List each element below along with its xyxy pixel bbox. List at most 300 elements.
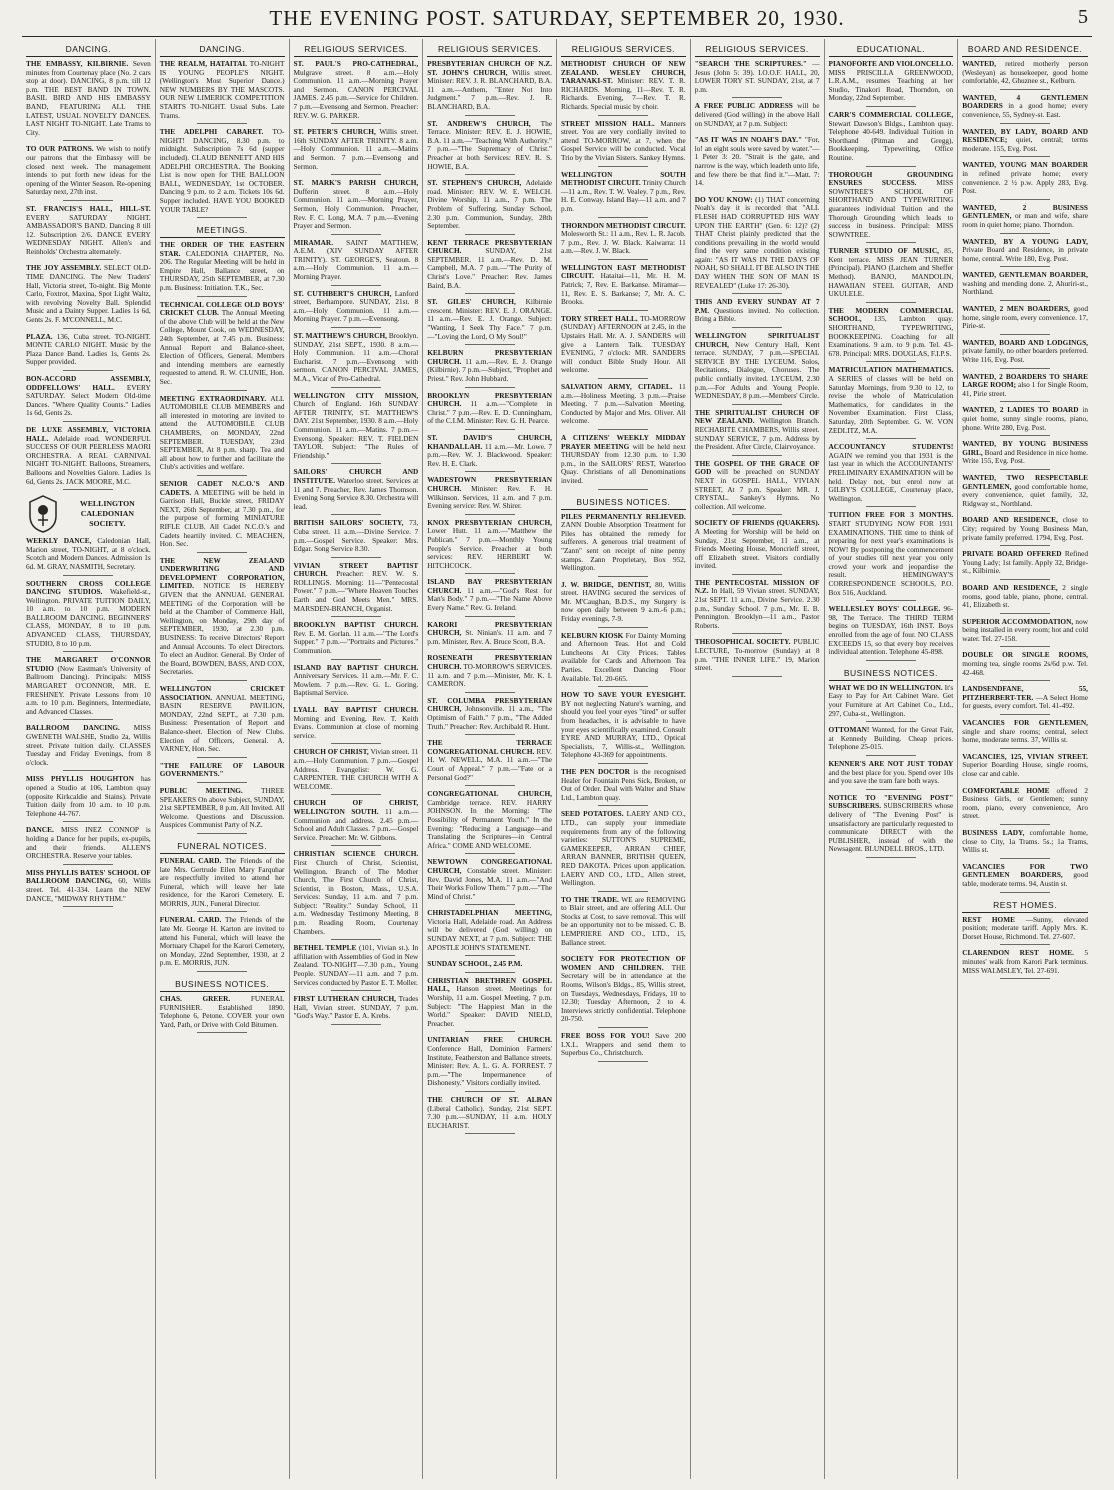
ad-title: SOCIETY FOR PROTECTION OF WOMEN AND CHILDREN. bbox=[561, 954, 686, 972]
ad-divider bbox=[63, 821, 113, 822]
classified-ad bbox=[962, 60, 1088, 86]
ad-divider bbox=[465, 429, 515, 430]
ad-divider bbox=[732, 97, 782, 98]
ad-title: WANTED, GENTLEMAN BOARDER, bbox=[962, 270, 1088, 280]
ad-divider bbox=[598, 1061, 648, 1062]
classified-ad bbox=[160, 128, 285, 214]
ad-body: —Sunny, elevated position; moderate tariff. Apply Mrs. K. Dorset House, Richmond. Tel. 27-607. bbox=[962, 914, 1088, 941]
ad-divider bbox=[197, 475, 247, 476]
ad-body: TO-NIGHT! DANCING, 8.30 p.m. to midnight. Subscription 7s 6d (supper included). CLAUD BENNETT AND HIS ADELPHI ORCHESTRA. The Booking List is now open for THE BALLOON BALL, WEDNESDAY, 1st OCTOBER. Dancing 9 p.m. to 2 a.m. Tickets 10s 6d. Supper included. HAVE YOU BOOKED YOUR TABLE? bbox=[159, 127, 285, 214]
ad-body: AGAIN we remind you that 1931 is the last year in which the ACCOUNTANTS' PRELIMINARY EXAMINATION will be held. Delay not, but enrol now at GILBY'S COLLEGE, Courtenay place, Wellington. bbox=[828, 450, 954, 503]
ad-body: and the best place for you. Spend over 10s and you save the tram fare both ways. bbox=[828, 767, 954, 786]
ad-title: KENNER'S ARE NOT JUST TODAY bbox=[828, 758, 954, 768]
ad-body: NOTICE IS HEREBY GIVEN that the ANNUAL GENERAL MEETING of the Corporation will be held at the Chamber of Commerce Hall, Wellington, on Monday, 29th day of SEPTEMBER, 1930, at 2.30 p.m. BUSINESS: To receive Directors' Report and Annual Accounts. To elect Directors. To elect an Auditor. General. By Order of the Board, BOWDEN, BASS, AND COX, Secretaries. bbox=[159, 581, 285, 677]
ad-title: PILES PERMANENTLY RELIEVED. bbox=[561, 511, 686, 521]
ad-body: Superior Boarding House, single rooms, close car and cable. bbox=[962, 760, 1088, 778]
ad-divider bbox=[465, 1091, 515, 1092]
classified-ad bbox=[427, 858, 552, 901]
ad-divider bbox=[465, 573, 515, 574]
classified-ad bbox=[561, 632, 686, 684]
ad-title: ST. STEPHEN'S CHURCH, bbox=[427, 178, 522, 188]
column-7 bbox=[825, 39, 959, 1479]
ad-body: EVERY SATURDAY NIGHT. AMBASSADOR'S BAND. Dancing 8 till 12. Subscription 2/6. DANCE EVERY WEDNESDAY NIGHT. Allen's and Reinholds' Orchestra alternately. bbox=[26, 212, 151, 256]
ad-body: For Dainty Morning and Afternoon Teas. Hot and Cold Luncheons At City Prices. Tables available for Cards and Afternoon Tea Parties. Excellent Dancing Floor Available. Tel. 20-665. bbox=[561, 630, 686, 683]
classified-ad bbox=[561, 691, 686, 760]
ad-body: good home, single room, every convenience. 17, Pirie-st. bbox=[962, 304, 1088, 331]
ad-body: Wakefield-st., Wellington. PRIVATE TUITION DAILY, 10 a.m. to 10 p.m. MODERN BALLROOM DANCING. BEGINNERS' CLASS, MONDAY, 8 to 10 p.m. ADVANCED CLASS, THURSDAY, STUDIO, 8 to 10 p.m. bbox=[26, 587, 151, 648]
ad-body: Conference Hall, Dominion Farmers' Institute, Featherston and Ballance streets. Minister: Rev. A. L. G. A. FORREST. 7 p.m.—"The Impermanence of Dishonesty." Visitors cordially invited. bbox=[427, 1044, 552, 1088]
column-2 bbox=[156, 39, 290, 1479]
ad-divider bbox=[732, 191, 782, 192]
classified-ad bbox=[26, 375, 151, 418]
ad-body: First Church of Christ, Scientist, Wellington. Branch of The Mother Church, The First Church of Christ, Scientist, in Boston, Mass., U.S.A. Services: Sunday, 11 a.m. and 7 p.m. Subject: "Reality." Sunday School, 11 a.m. Wednesday Testimony Meeting, 8 p.m. Reading Room, Courtenay Chambers. bbox=[293, 857, 419, 936]
classified-ad bbox=[294, 748, 419, 791]
ad-title: BROOKLYN PRESBYTERIAN CHURCH. bbox=[427, 390, 552, 409]
ad-title: TO THE TRADE. bbox=[561, 894, 619, 904]
ad-body: EVERY SATURDAY. Select Modern Old-time Dances. "Where Quality Counts." Ladies 1s 6d, Gents 2s. bbox=[26, 382, 151, 418]
classified-ad bbox=[962, 685, 1088, 711]
ad-body: quiet, central; terms moderate. 155, Evg. Post. bbox=[962, 135, 1088, 153]
classified-ad bbox=[561, 315, 686, 375]
ad-divider bbox=[598, 950, 648, 951]
ad-title: THE CHURCH OF ST. ALBAN bbox=[427, 1094, 552, 1104]
classified-ad bbox=[26, 205, 151, 257]
ad-title: WADESTOWN PRESBYTERIAN CHURCH. bbox=[427, 475, 552, 493]
classified-ad bbox=[427, 179, 552, 231]
classified-ad bbox=[294, 239, 419, 282]
ad-body: Manners street. You are very cordially invited to attend TO-MORROW, at 7, when the Gospel Service will be conducted. Vocal Trio by the Vivian Sisters. Sankey Hymns. bbox=[561, 118, 686, 162]
classified-ad bbox=[294, 392, 419, 461]
ad-divider bbox=[465, 1031, 515, 1032]
classified-ad bbox=[695, 638, 820, 672]
ad-title: SOUTHERN CROSS COLLEGE DANCING STUDIOS. bbox=[26, 578, 151, 597]
ad-title: ROSENEATH PRESBYTERIAN CHURCH. bbox=[427, 653, 552, 672]
ad-body: New Century Hall, Kent terrace. SUNDAY, 7 p.m.—SPECIAL SERVICE BY THE LYCEUM. Solos, Recitations, Dialogue, Choruses. The public cordially invited. LYCEUM, 2.30 p.m.—For Adults and Young People. WEDNESDAY, 8 p.m.—Members' Circle. bbox=[694, 339, 820, 401]
ad-divider bbox=[331, 285, 381, 286]
ad-title: WHAT WE DO IN WELLINGTON. bbox=[828, 682, 943, 692]
ad-body: MISS INEZ CONNOP is holding a Dance for her pupils, ex-pupils, and their friends. ALLEN'S ORCHESTRA. Reserve your tables. bbox=[26, 825, 151, 861]
ad-divider bbox=[331, 463, 381, 464]
ad-title: THE TERRACE CONGREGATIONAL CHURCH. bbox=[427, 738, 552, 756]
column-4 bbox=[423, 39, 557, 1479]
ad-body: retired motherly person (Wesleyan) as housekeeper, good home comfortable, 42, Ghuznee st., Kelburn. bbox=[962, 59, 1088, 86]
ad-title: BOARD AND RESIDENCE, bbox=[962, 515, 1058, 525]
page-number: 5 bbox=[1078, 6, 1088, 28]
ad-title: DANCE. bbox=[26, 825, 54, 835]
ad-body: ZANN Double Absorption Treatment for Piles has obtained the remedy for sufferers. A generous trial treatment of "Zann" sent on receipt of nine penny stamps. Zann Proprietary, Box 952, Wellington. bbox=[561, 520, 686, 573]
ad-divider bbox=[63, 719, 113, 720]
ad-title: BOARD AND RESIDENCE, bbox=[962, 582, 1058, 592]
classified-ad bbox=[427, 434, 552, 468]
ad-divider bbox=[732, 514, 782, 515]
ad-body: now being installed in every room; hot and cold water. Tel. 27-158. bbox=[962, 616, 1088, 643]
ad-title: THE SPIRITUALIST CHURCH OF NEW ZEALAND. bbox=[694, 407, 820, 426]
classified-ad bbox=[695, 196, 820, 291]
ad-title: THORNDON METHODIST CIRCUIT. bbox=[561, 220, 686, 230]
ad-body: Willis street. 16th SUNDAY AFTER TRINITY. 8 a.m.—Holy Communion. 11 a.m.—Matins and Sermon. 7 p.m.—Evensong and Sermon. bbox=[293, 127, 419, 171]
classified-ad bbox=[962, 829, 1088, 855]
classified-ad bbox=[427, 977, 552, 1029]
ad-body: Preacher: REV. W. S. ROLLINGS. Morning: 11—"Pentecostal Power." 7 p.m.—"Where Heaven Touches Earth and God Meets Men." MRS. MARSDEN-BRANCH, Organist. bbox=[293, 569, 419, 613]
ad-divider bbox=[63, 906, 113, 907]
ad-divider bbox=[197, 971, 247, 972]
ad-title: THOROUGH GROUNDING ENSURES SUCCESS. bbox=[828, 169, 954, 188]
column-heading: DANCING. bbox=[26, 41, 151, 57]
ad-title: COMFORTABLE HOME bbox=[962, 785, 1050, 795]
ad-body: START STUDYING NOW FOR 1931 EXAMINATIONS. THE time to think of preparing for next year's examinations is NOW! By postponing the commencement of your studies till next year you only crowd your work and jeopardise the result. HEMINGWAY'S CORRESPONDENCE SCHOOLS, P.O. Box 516, Auckland. bbox=[828, 518, 954, 597]
ad-divider bbox=[1000, 300, 1050, 301]
ad-body: (1) THAT concerning Noah's day it is recorded that "ALL FLESH HAD CORRUPTED HIS WAY UPON THE EARTH" (Gen. 6: 12)? (2) THAT Christ plainly predicted that the conditions prevailing in the world would find the very same condition existing again: "AS IT WAS IN THE DAYS OF NOAH, SO SHALL IT BE ALSO IN THE DAY WHEN THE SON OF MAN IS REVEALED" (Luke 17: 26-30). bbox=[694, 194, 820, 290]
section-heading: BUSINESS NOTICES. bbox=[160, 976, 285, 992]
ad-body: Hanson street. Meetings for Worship, 11 a.m. Gospel Meeting, 7 p.m. Subject: "The Happiest Man in the World." Speaker: DAVID NIELD, Preacher. bbox=[427, 984, 553, 1028]
classified-ad bbox=[962, 949, 1088, 975]
classified-ad bbox=[427, 578, 552, 612]
ad-body: 11 a.m.—Rev. E. J. Orange (Kilbirnie). 7 p.m.—Subject, "Prophet and Priest." Rev. John Hubbard. bbox=[427, 356, 552, 383]
ad-divider bbox=[1000, 680, 1050, 681]
ad-title: BRITISH SAILORS' SOCIETY, bbox=[293, 518, 404, 528]
ad-body: in refined private home; every convenience. 2 ½ p.w. Apply 283, Evg. Post. bbox=[962, 168, 1088, 196]
ad-divider bbox=[63, 651, 113, 652]
ad-divider bbox=[598, 763, 648, 764]
ad-title: WANTED, BOARD AND LODGINGS, bbox=[962, 337, 1088, 347]
classified-ad bbox=[427, 790, 552, 850]
ad-divider bbox=[465, 293, 515, 294]
ad-body: SUNDAY, 21st SEPTEMBER. 11 a.m.—Rev. D. M. Campbell, M.A. 7 p.m.—"The Purity of Christ's Love." Preacher: Rev. James Baird, B.A. bbox=[427, 246, 553, 290]
ad-body: Constable street. Minister: Rev. David Jones, M.A. 11 a.m.—"And Their Works Follow Them." 7 p.m.—"The Mind of Christ." bbox=[427, 865, 552, 901]
classified-ad bbox=[829, 684, 954, 718]
ad-body: "For, lo! an eight souls were saved by water."—1 Peter 3: 20. "Strait is the gate, and narrow is the way, which leadeth unto life, and few there be that find it."—Matt. 7: 14. bbox=[694, 135, 820, 188]
ad-divider bbox=[197, 217, 247, 218]
columns-container bbox=[22, 39, 1092, 1479]
ad-body: TO-MORROW'S SERVICES. 11 a.m. and 7 p.m.—Minister, Mr. K. I. CAMERON. bbox=[427, 662, 552, 689]
ad-title: CHRISTIAN BRETHREN GOSPEL HALL, bbox=[427, 975, 552, 994]
ad-divider bbox=[866, 789, 916, 790]
ad-divider bbox=[63, 328, 113, 329]
ad-title: ST. COLUMBA PRESBYTERIAN CHURCH, bbox=[427, 695, 552, 714]
classified-ad bbox=[962, 94, 1088, 120]
ad-divider bbox=[197, 390, 247, 391]
ad-body: Victoria Hall, Adelaide road. An Address will be delivered (God willing) on SUNDAY NEXT, at 7 p.m. Subject: THE APOSTLE JOHN'S STATEMENT. bbox=[427, 916, 552, 952]
ad-divider bbox=[1000, 646, 1050, 647]
ad-title: TO OUR PATRONS. bbox=[26, 144, 94, 154]
classified-ad bbox=[695, 409, 820, 452]
ad-title: WANTED, 2 LADIES TO BOARD bbox=[962, 405, 1079, 415]
ad-body: Refined Young Lady; 1st family. Apply 32, Bridge-st., Kilbirnie. bbox=[962, 549, 1088, 576]
ad-divider bbox=[598, 891, 648, 892]
ad-body: Morning and Evening, Rev. T. Keith Evans. Communion at close of morning service. bbox=[293, 713, 419, 740]
ad-body: Board and Residence in nice home. Write 155, Evg. Post. bbox=[962, 447, 1088, 466]
ad-body: The Annual Meeting of the above Club will be held at the New College, Mount Cook, on WEDNESDAY, 24th September, at 7.45 p.m. Business: Annual Report and Balance-sheet, Election of Officers, General. Members and intending members are earnestly requested to attend. R. W. CLUNIE, Hon. Sec. bbox=[159, 308, 285, 386]
ad-divider bbox=[331, 514, 381, 515]
classified-ad bbox=[695, 60, 820, 94]
ad-body: Minister: Rev. F. H. Wilkinson. Services, 11 a.m. and 7 p.m. Evening service: Rev. W. Shirer. bbox=[427, 483, 552, 511]
classified-ad bbox=[427, 239, 552, 291]
classified-ad bbox=[26, 869, 151, 903]
ad-body: WE are REMOVING to Blair street, and are offering ALL Our Stocks at Cost, to save removal. This will be an opportunity not to be missed. C. B. LEMPRIERE AND CO., LTD., 15, Ballance street. bbox=[561, 894, 686, 947]
ad-body: FUNERAL FURNISHER. Established 1890. Telephone 6, Petone. COVER your own Yard, Path, or Drive with Cold Bitumen. bbox=[159, 994, 285, 1029]
ad-body: A SERIES of classes will be held on Saturday Mornings, from 9.30 to 12, to revise the whole of Matriculation Mathematics, for candidates in the November Examination. First Class, Saturday, 20th September. G. W. VON ZEDLITZ, M.A. bbox=[828, 374, 954, 435]
ad-body: Johnsonville. 11 a.m., "The Optimism of Faith." 7 p.m., "The Added Truth." Preacher: Rev. Archibald R. Hunt. bbox=[427, 704, 552, 731]
ad-divider bbox=[197, 1032, 247, 1033]
ad-divider bbox=[866, 857, 916, 858]
ad-divider bbox=[866, 721, 916, 722]
ad-divider bbox=[465, 115, 515, 116]
ad-divider bbox=[331, 616, 381, 617]
ad-title: FREE BOSS FOR YOU! bbox=[561, 1031, 650, 1040]
ad-title: VACANCIES FOR GENTLEMEN, bbox=[962, 718, 1088, 728]
ad-body: CALEDONIA CHAPTER, No. 206. The Regular Meeting will be held in Empire Hall, Ballance street, on THURSDAY, 25th SEPTEMBER, at 7.30 p.m. Business: Initiation. T.K., Sec. bbox=[159, 248, 285, 293]
ad-body: Trinity Church—11 a.m., Rev. T. W. Vealey. 7 p.m., Rev. H. E. Conway. Island Bay—11 a.m. and 7 p.m. bbox=[561, 178, 686, 213]
classified-ad bbox=[962, 373, 1088, 399]
ad-divider bbox=[598, 627, 648, 628]
ad-divider bbox=[1000, 199, 1050, 200]
ad-divider bbox=[866, 660, 916, 661]
ad-body: Waterloo street. Services at 11 and 7. Preacher, Rev. James Thomson. Evening Song Service 8.30. Orchestra will lead. bbox=[293, 475, 419, 511]
classified-ad bbox=[829, 247, 954, 299]
ad-title: BROOKLYN BAPTIST CHURCH. bbox=[293, 620, 419, 630]
ad-title: THE PEN DOCTOR bbox=[561, 766, 630, 776]
section-heading: BUSINESS NOTICES. bbox=[561, 494, 686, 510]
classified-ad bbox=[294, 290, 419, 324]
ad-divider bbox=[1000, 579, 1050, 580]
ad-body: We wish to notify our patrons that the Embassy will be closed next week. The management intends to put forth new ideas for the opening of the Winter Season. Re-opening Saturday next, 27th inst. bbox=[26, 144, 151, 197]
classified-ad bbox=[561, 955, 686, 1024]
ad-body: Mulgrave street. 8 a.m.—Holy Communion. 11 a.m.—Morning Prayer and Sermon. CANON PERCIVAL JAMES. 2.45 p.m.—Service for Children. 7 p.m.—Evensong and Sermon. Preacher: REV. W. G. PARKER. bbox=[293, 67, 419, 120]
classified-ad bbox=[962, 753, 1088, 779]
column-8 bbox=[958, 39, 1092, 1479]
ad-divider bbox=[732, 676, 782, 677]
classified-ad bbox=[427, 1096, 552, 1130]
ad-body: 60, Willis street. Tel. 41-334. Learn the NEW DANCE, "MIDWAY RHYTHM." bbox=[26, 876, 151, 903]
classified-ad bbox=[427, 909, 552, 952]
ad-divider bbox=[465, 734, 515, 735]
classified-ad bbox=[829, 171, 954, 240]
ad-title: MISS PHYLLIS HOUGHTON bbox=[26, 774, 134, 784]
classified-ad bbox=[294, 621, 419, 655]
ad-title: KNOX PRESBYTERIAN CHURCH, bbox=[427, 517, 552, 527]
ad-divider bbox=[598, 429, 648, 430]
ad-title: ST. MARK'S PARISH CHURCH, bbox=[293, 178, 419, 188]
ad-divider bbox=[465, 344, 515, 345]
ad-divider bbox=[197, 123, 247, 124]
ad-title: CHAS. GREER. bbox=[159, 994, 231, 1004]
ad-body: Questions invited. No collection. Bring a Bible. bbox=[694, 305, 820, 324]
classified-ad bbox=[561, 810, 686, 887]
ad-divider bbox=[331, 123, 381, 124]
ad-divider bbox=[866, 302, 916, 303]
classified-ad bbox=[962, 651, 1088, 677]
ad-title: MISS PHYLLIS BATES' SCHOOL OF BALLROOM DANCING, bbox=[26, 867, 151, 886]
ad-divider bbox=[465, 692, 515, 693]
classified-ad bbox=[962, 474, 1088, 508]
classified-ad bbox=[160, 916, 285, 968]
ad-title: THEOSOPHICAL SOCIETY. bbox=[694, 637, 791, 647]
ad-divider bbox=[465, 471, 515, 472]
ad-title: ST. ANDREW'S CHURCH, bbox=[427, 118, 531, 128]
ad-title: ISLAND BAY PRESBYTERIAN CHURCH. bbox=[427, 577, 552, 595]
classified-ad bbox=[26, 145, 151, 197]
classified-ad bbox=[962, 584, 1088, 610]
classified-ad bbox=[829, 726, 954, 752]
ad-title: WANTED, BY YOUNG BUSINESS GIRL, bbox=[962, 439, 1088, 457]
classified-ad bbox=[695, 332, 820, 401]
ad-body: TO-NIGHT IS YOUNG PEOPLE'S NIGHT. (Wellington's Most Superior Dance.) NEW NUMBERS BY THE MASCOTS. OUR NEW LIMERICK COMPETITION STARTS TO-NIGHT. Usual Subs. Late Trams. bbox=[159, 59, 285, 120]
ad-body: will be delivered (God willing) in the above Hall on SUNDAY, at 7 p.m. Subject: bbox=[694, 101, 820, 128]
ad-title: THE JOY ASSEMBLY. bbox=[26, 263, 102, 273]
masthead-rule bbox=[22, 36, 1092, 37]
ad-body: in a good home; every convenience, 55, Sydney-st. East. bbox=[962, 101, 1088, 119]
classified-ad bbox=[160, 480, 285, 549]
ad-body: Brooklyn. SUNDAY, 21st SEPT., 1930. 8 a.m.—Holy Communion. 11 a.m.—Choral Eucharist. 7 p.m.—Evensong with sermon. CANON PERCIVAL JAMES, M.A., Vicar of Pro-Cathedral. bbox=[293, 331, 419, 383]
ad-title: CLARENDON REST HOME. bbox=[962, 948, 1074, 958]
classified-ad bbox=[962, 787, 1088, 821]
classified-ad bbox=[962, 161, 1088, 195]
ad-title: LANDSENDFANE, 55, PITZHERBERT-TER. bbox=[962, 684, 1088, 702]
ad-title: WELLINGTON SPIRITUALIST CHURCH, bbox=[694, 331, 820, 349]
classified-ad bbox=[561, 171, 686, 214]
ad-divider bbox=[866, 106, 916, 107]
ad-title: SUNDAY SCHOOL, 2.45 P.M. bbox=[427, 959, 523, 969]
ad-divider bbox=[331, 794, 381, 795]
ad-body: 2 single rooms, good table, piano, phone, central. 41, Elizabeth st. bbox=[962, 582, 1089, 610]
ad-body: Hataitai—11, Mr. H. M. Patrick; 7, Rev. E. Barkanse. Miramar—11, Rev. E. S. Barkanse; 7, Mr. A. C. Brooks. bbox=[561, 271, 686, 307]
ad-title: BON-ACCORD ASSEMBLY, ODDFELLOWS' HALL. bbox=[26, 374, 151, 392]
ad-title: UNITARIAN FREE CHURCH. bbox=[427, 1035, 552, 1045]
ad-title: THE PENTECOSTAL MISSION OF N.Z. bbox=[694, 577, 820, 596]
ad-divider bbox=[598, 489, 648, 490]
ad-title: NEWTOWN CONGREGATIONAL CHURCH, bbox=[427, 857, 552, 875]
ad-divider bbox=[598, 259, 648, 260]
classified-ad bbox=[427, 654, 552, 688]
classified-ad bbox=[829, 60, 954, 103]
ad-title: HOW TO SAVE YOUR EYESIGHT. bbox=[561, 690, 686, 700]
ad-divider bbox=[1000, 714, 1050, 715]
section-heading: REST HOMES. bbox=[962, 897, 1088, 913]
classified-ad bbox=[26, 826, 151, 860]
classified-ad bbox=[160, 301, 285, 387]
ad-title: CHRISTADELPHIAN MEETING, bbox=[427, 908, 552, 918]
ad-divider bbox=[598, 576, 648, 577]
ad-body: THREE SPEAKERS On above Subject, SUNDAY, 21st SEPTEMBER, 8 p.m. All Invited. All Welcome. Questions and Discussion. Auspices Communist Party of N.Z. bbox=[159, 785, 285, 830]
ad-title: PIANOFORTE AND VIOLONCELLO. bbox=[828, 59, 954, 68]
ad-title: ISLAND BAY BAPTIST CHURCH. bbox=[293, 662, 419, 672]
classified-ad bbox=[561, 896, 686, 948]
ad-body: SAINT MATTHEW, A.E.M. (XIV SUNDAY AFTER TRINITY). ST. GEORGE'S, Seatoun. 8 a.m.—Holy Communion. 11 a.m.—Morning Prayer. bbox=[293, 237, 419, 282]
classified-ad bbox=[26, 426, 151, 486]
classified-ad bbox=[829, 511, 954, 597]
ad-divider bbox=[732, 131, 782, 132]
ad-divider bbox=[331, 939, 381, 940]
column-heading: RELIGIOUS SERVICES. bbox=[695, 41, 820, 57]
ad-divider bbox=[1000, 613, 1050, 614]
ad-title: WELLINGTON CRICKET ASSOCIATION. bbox=[159, 684, 285, 702]
classified-ad bbox=[26, 60, 151, 137]
ad-divider bbox=[465, 904, 515, 905]
ad-divider bbox=[1000, 123, 1050, 124]
ad-divider bbox=[732, 574, 782, 575]
classified-ad bbox=[561, 383, 686, 426]
ad-body: or man and wife, share room in quiet home; piano. Thorndon. bbox=[962, 211, 1088, 229]
ad-title: THE ADELPHI CABARET. bbox=[159, 127, 264, 137]
ad-title: WANTED, BY LADY, BOARD AND RESIDENCE; bbox=[962, 126, 1088, 145]
ad-title: J. W. BRIDGE, DENTIST, bbox=[561, 579, 652, 589]
ad-title: TECHNICAL COLLEGE OLD BOYS' CRICKET CLUB. bbox=[159, 299, 285, 318]
ad-body: Adelaide road. Minister: REV. W. E. WELCH. Divine Worship, 11 a.m., 7 p.m. The Problem of Suffering. Sunday School, 2.30 p.m. Communion, Sunday, 28th September. bbox=[427, 178, 552, 231]
classified-ad bbox=[561, 1032, 686, 1058]
ad-title: REST HOME bbox=[962, 914, 1015, 924]
ad-title: ST. MATTHEW'S CHURCH, bbox=[293, 331, 387, 341]
ad-body: 73, Cuba street. 11 a.m.—Divine Service. 7 p.m.—Gospel Service. Speaker: Mrs. Edgar. Song Service 8.30. bbox=[293, 518, 419, 554]
ad-title: BALLROOM DANCING. bbox=[26, 723, 120, 733]
ad-title: DE LUXE ASSEMBLY, VICTORIA HALL. bbox=[26, 424, 151, 443]
ad-body: Minister: REV. T. R. RICHARDS. Morning, 11—Rev. T. R. Richards. Evening, 7—Rev. T. R. Richards. Special music by choir. bbox=[561, 76, 686, 111]
ad-title: SUPERIOR ACCOMMODATION, bbox=[962, 616, 1074, 626]
ad-body: Kilbirnie crescent. Minister: REV. E. J. ORANGE. 11 a.m.—Rev. E. J. Orange. Subject: "Wanting, I Seek Thy Face." 7 p.m.—"Loving the Lord, O My Soul!" bbox=[427, 297, 553, 341]
ad-divider bbox=[465, 649, 515, 650]
classified-ad bbox=[962, 406, 1088, 432]
ad-body: In Hall, 59 Vivian street. SUNDAY, 21st SEPT. 11 a.m., Divine Service. 2.30 p.m., Sunday School. 7 p.m., Mr. E. B. Pennington. Brooklyn—11 a.m., Pastor Roberts. bbox=[694, 586, 820, 630]
ad-title: WANTED, 2 MEN BOARDERS, bbox=[962, 304, 1070, 314]
classified-ad bbox=[427, 960, 552, 969]
ad-divider bbox=[866, 242, 916, 243]
classified-ad bbox=[695, 102, 820, 128]
ad-body: Rev. E. M. Gorlan. 11 a.m.—"The Lord's Supper." 7 p.m.—"Portraits and Pictures." Communion. bbox=[293, 628, 419, 656]
ad-divider bbox=[866, 506, 916, 507]
ad-divider bbox=[1000, 368, 1050, 369]
column-3 bbox=[290, 39, 424, 1479]
ad-divider bbox=[197, 680, 247, 681]
ad-body: A Meeting for Worship will be held on Sunday, 21st September, 11 a.m., at Friends Meeting House, Moncrieff street, off Elizabeth street. Visitors cordially invited. bbox=[694, 526, 820, 571]
classified-ad bbox=[294, 706, 419, 740]
classified-ad bbox=[427, 476, 552, 510]
ad-body: 5 minutes' walk from Karori Park terminus. MISS WALMSLEY, Tel. 27-691. bbox=[962, 948, 1088, 975]
ad-title: THE MODERN COMMERCIAL SCHOOL, bbox=[828, 305, 954, 324]
ad-body: single and share rooms; central, select home, moderate terms. 37, Willis st. bbox=[962, 726, 1088, 745]
ad-title: MEETING EXTRAORDINARY. bbox=[159, 393, 267, 403]
ad-title: WANTED, 2 BOARDERS TO SHARE LARGE ROOM; bbox=[962, 371, 1088, 390]
ad-body: TO-MORROW (SUNDAY) AFTERNOON at 2.45, in the Upstairs Hall. Mr. A. J. SANDERS will give a Lantern Talk. TUESDAY EVENING, 7 o'clock: MR. SANDERS will conduct Bible Study Hour. All welcome. bbox=[561, 313, 686, 375]
ad-divider bbox=[331, 743, 381, 744]
ad-title: TORY STREET HALL. bbox=[561, 313, 638, 323]
ad-divider bbox=[197, 833, 247, 834]
classified-ad bbox=[160, 395, 285, 472]
ad-divider bbox=[331, 845, 381, 846]
ad-title: WANTED, bbox=[962, 59, 997, 68]
ad-body: MISS PRISCILLA GREENWOOD, L.R.A.M., resumes Teaching at her Studio, Tinakori Road, Thorndon, on Monday, 22nd September. bbox=[828, 67, 954, 103]
ad-body: ANNUAL MEETING, BASIN RESERVE PAVILION, MONDAY, 22nd SEPT., at 7.30 p.m. Business: Presentation of Report and Balance-sheet. Election of New Clubs. Election of Officers, General. A. VARNEY, Hon. Sec. bbox=[159, 692, 285, 754]
ad-title: THE MARGARET O'CONNOR STUDIO bbox=[26, 655, 151, 673]
column-1 bbox=[22, 39, 156, 1479]
classified-ad bbox=[561, 120, 686, 163]
classified-ad bbox=[695, 460, 820, 512]
ad-body: SELECT OLD-TIME DANCING. The New Traders' Hall, Victoria street, To-night. Big Monte Carlo, Foxtrot, Maxina, Spot Light Waltz, with revolving Novelty Ball. Splendid Music and a Dainty Supper. Ladies 1s 6d, Gents 2s. F. M'CONNELL, M.C. bbox=[26, 263, 151, 325]
ad-body: REV. H. W. NEWELL, M.A. 11 a.m.—"The Court of Appeal." 7 p.m.—"Fate or a Personal God?" bbox=[427, 746, 552, 782]
ad-body: Church of England. 16th SUNDAY AFTER TRINITY, ST. MATTHEW'S DAY. 21st September, 1930. 8 a.m.—Holy Communion. 11 a.m.—Matins. 7 p.m.—Evensong. Speaker: REV. T. FIELDEN TAYLOR. Subject: "The Rules of Friendship." bbox=[293, 399, 419, 460]
column-heading: RELIGIOUS SERVICES. bbox=[427, 41, 552, 57]
ad-divider bbox=[63, 421, 113, 422]
ad-title: "AS IT WAS IN NOAH'S DAY." bbox=[694, 135, 803, 145]
ad-body: also 1 for Single Room, 41, Pirie street. bbox=[962, 380, 1088, 398]
classified-ad bbox=[962, 719, 1088, 745]
ad-body: 11 a.m.—Mr. Lowe. 7 p.m.—Rev. W. J. Blackwood. Speaker: Rev. H. E. Clark. bbox=[427, 441, 552, 468]
classified-ad bbox=[695, 298, 820, 324]
ad-body: THE Secretary will be in attendance at the Rooms, Wilson's Bldgs., 85, Willis street, on Tuesdays, Wednesdays, Fridays, 10 to 12.30; Tuesday Afternoon, 2 to 4. Interviews strictly confidential. Telephone 20-750. bbox=[561, 962, 686, 1024]
ad-title: WELLESLEY BOYS' COLLEGE. bbox=[828, 604, 941, 614]
ad-body: Save 200 I.X.L. Wrappers and send them to Superbus Co., Christchurch. bbox=[561, 1031, 686, 1058]
classified-ad bbox=[427, 519, 552, 571]
classified-ad bbox=[294, 850, 419, 936]
ad-body: 80, Willis street. HAVING secured the services of Mr. M'Caughan, B.D.S., my Surgery is now open daily between 9 a.m.-6 p.m.; Friday evenings, 7-9. bbox=[561, 579, 686, 624]
